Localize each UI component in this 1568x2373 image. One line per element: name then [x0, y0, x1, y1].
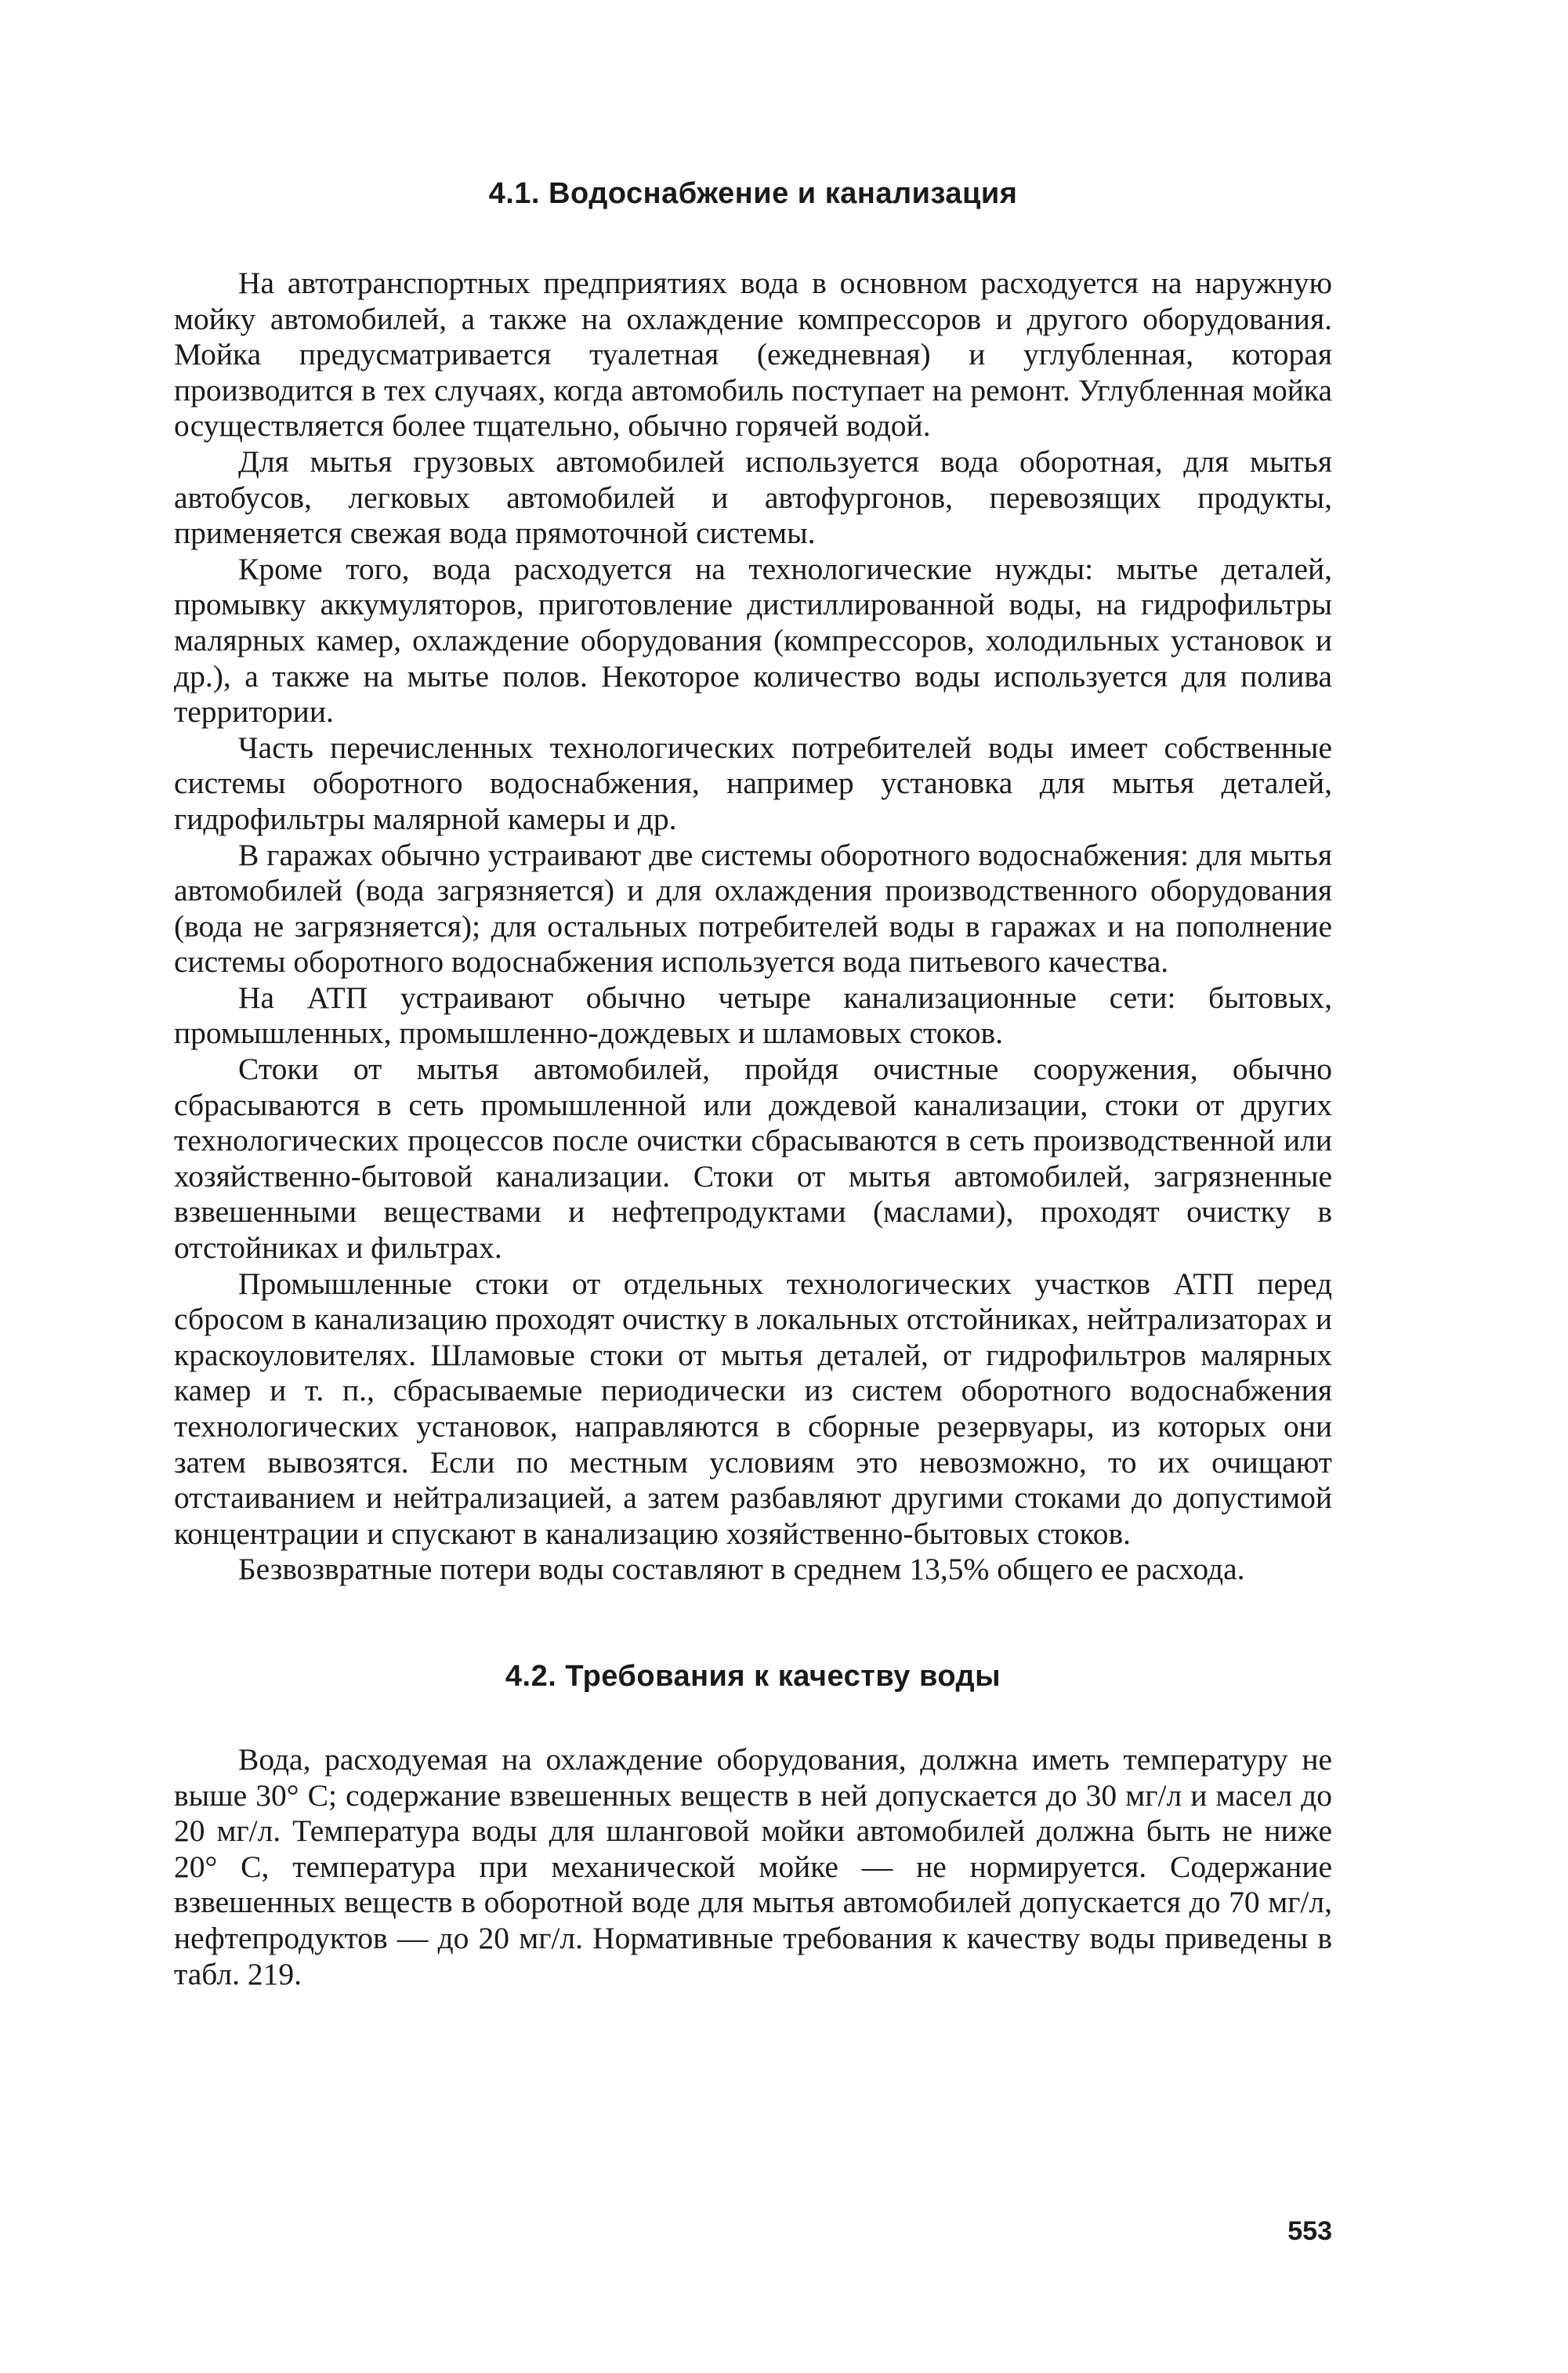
page-number: 553: [1287, 2216, 1332, 2246]
page-body: [174, 177, 1332, 1992]
paragraph: Промышленные стоки от отдельных технологических участков АТП перед сбросом в канализацию проходят очистку в локальных отстойниках, нейтрализаторах и краскоуловителях. Шламовые стоки от мытья деталей, от гидрофильтров малярных камер и т. п., сбрасываемые периодически из систем оборотного водоснабжения технологических установок, направляются в сборные резервуары, из которых они затем вывозятся. Если по местным условиям это невозможно, то их очищают отстаиванием и нейтрализацией, а затем разбавляют другими стоками до допустимой концентрации и спускают в канализацию хозяйственно-бытовых стоков.: [174, 1266, 1332, 1551]
paragraph: На автотранспортных предприятиях вода в основном расходуется на наружную мойку автомобилей, а также на охлаждение компрессоров и другого оборудования. Мойка предусматривается туалетная (ежедневная) и углубленная, которая производится в тех случаях, когда автомобиль поступает на ремонт. Углубленная мойка осуществляется более тщательно, обычно горячей водой.: [174, 266, 1332, 444]
paragraph: Кроме того, вода расходуется на технологические нужды: мытье деталей, промывку аккумуляторов, приготовление дистиллированной воды, на гидрофильтры малярных камер, охлаждение оборудования (компрессоров, холодильных установок и др.), а также на мытье полов. Некоторое количество воды используется для полива территории.: [174, 551, 1332, 730]
paragraph: Безвозвратные потери воды составляют в среднем 13,5% общего ее расхода.: [238, 1552, 1245, 1587]
paragraph: На АТП устраивают обычно четыре канализационные сети: бытовых, промышленных, промышленно-дождевых и шламовых стоков.: [174, 980, 1332, 1051]
paragraph: Стоки от мытья автомобилей, пройдя очистные сооружения, обычно сбрасываются в сеть промышленной или дождевой канализации, стоки от других технологических процессов после очистки сбрасываются в сеть производственной или хозяйственно-бытовой канализации. Стоки от мытья автомобилей, загрязненные взвешенными веществами и нефтепродуктами (маслами), проходят очистку в отстойниках и фильтрах.: [174, 1052, 1332, 1266]
paragraph: Часть перечисленных технологических потребителей воды имеет собственные системы оборотного водоснабжения, например установка для мытья деталей, гидрофильтры малярной камеры и др.: [174, 730, 1332, 836]
paragraph: Для мытья грузовых автомобилей используется вода оборотная, для мытья автобусов, легковых автомобилей и автофургонов, перевозящих продукты, применяется свежая вода прямоточной системы.: [174, 444, 1332, 551]
section-title: 4.1. Водоснабжение и канализация: [488, 177, 1018, 210]
section-title: 4.2. Требования к качеству воды: [505, 1659, 1001, 1693]
paragraph: В гаражах обычно устраивают две системы оборотного водоснабжения: для мытья автомобилей (вода загрязняется) и для охлаждения производственного оборудования (вода не загрязняется); для остальных потребителей воды в гаражах и на пополнение системы оборотного водоснабжения используется вода питьевого качества.: [174, 837, 1332, 980]
paragraph: Вода, расходуемая на охлаждение оборудования, должна иметь температуру не выше 30° С; содержание взвешенных веществ в ней допускается до 30 мг/л и масел до 20 мг/л. Температура воды для шланговой мойки автомобилей должна быть не ниже 20° С, температура при механической мойке — не нормируется. Содержание взвешенных веществ в оборотной воде для мытья автомобилей допускается до 70 мг/л, нефтепродуктов — до 20 мг/л. Нормативные требования к качеству воды приведены в табл. 219.: [174, 1741, 1332, 1991]
